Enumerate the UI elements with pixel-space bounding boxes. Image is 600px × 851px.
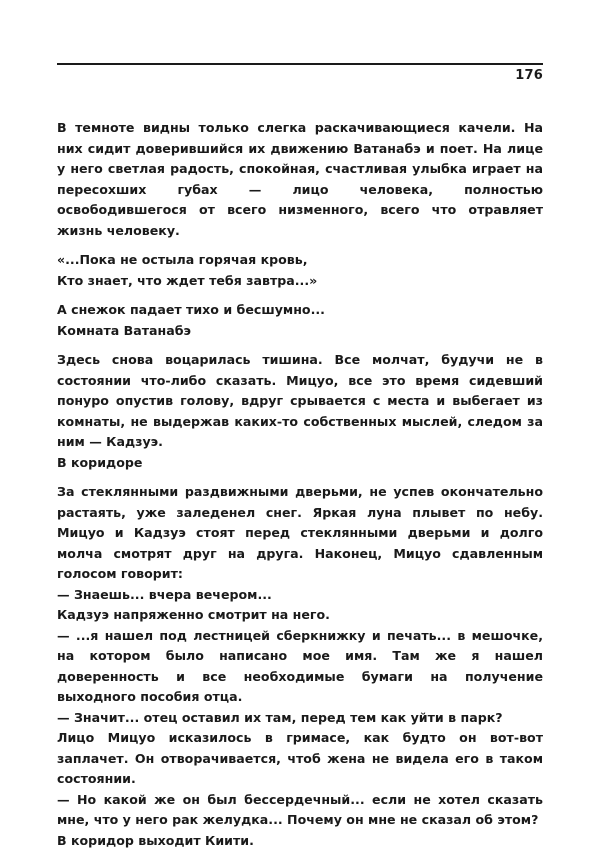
scene-heading-corridor: В коридоре — [57, 453, 543, 474]
snow-line: А снежок падает тихо и бесшумно... — [57, 300, 543, 321]
verse-block — [57, 250, 543, 291]
dialogue-line: — Знаешь... вчера вечером... — [57, 585, 543, 606]
scene-paragraph: За стеклянными раздвижными дверьми, не успев окончательно растаять, уже заледенел снег. Яркая луна плывет по небу. Мицуо и Кадзуэ стоят перед стеклянными дверьми и долго молча смотрят друг на друга. Наконец, Мицуо сдавленным голосом говорит: — [57, 482, 543, 585]
dialogue-line: — Значит... отец оставил их там, перед тем как уйти в парк? — [57, 708, 543, 729]
stage-direction: Кадзуэ напряженно смотрит на него. — [57, 605, 543, 626]
header-rule — [57, 63, 543, 65]
verse-line: «...Пока не остыла горячая кровь, — [57, 250, 543, 271]
intro-paragraph: В темноте видны только слегка раскачивающиеся качели. На них сидит доверившийся их движению Ватанабэ и поет. На лице у него светлая радость, спокойная, счастливая улыбка играет на пересохших губах — лицо человека, полностью освободившегося от всего низменного, всего что отравляет жизнь человеку. — [57, 118, 543, 241]
dialogue-line: — Но какой же он был бессердечный... если не хотел сказать мне, что у него рак желудка... Почему он мне не сказал об этом? — [57, 790, 543, 831]
scene-paragraph: Здесь снова воцарилась тишина. Все молчат, будучи не в состоянии что-либо сказать. Мицуо, все это время сидевший понуро опустив голову, вдруг срывается с места и выбегает из комнаты, не выдержав каких-то собственных мыслей, следом за ним — Кадзуэ. — [57, 350, 543, 453]
page-number: 176 — [515, 68, 543, 83]
stage-direction: В коридор выходит Киити. — [57, 831, 543, 851]
stage-direction: Лицо Мицуо исказилось в гримасе, как будто он вот-вот заплачет. Он отворачивается, чтоб жена не видела его в таком состоянии. — [57, 728, 543, 790]
scene-heading-watanabe-room: Комната Ватанабэ — [57, 321, 543, 342]
dialogue-line: — ...я нашел под лестницей сберкнижку и печать... в мешочке, на котором было написано мое имя. Там же я нашел доверенность и все необходимые бумаги на получение выходного пособия отца. — [57, 626, 543, 708]
page-content — [57, 118, 543, 851]
verse-line: Кто знает, что ждет тебя завтра...» — [57, 271, 543, 292]
